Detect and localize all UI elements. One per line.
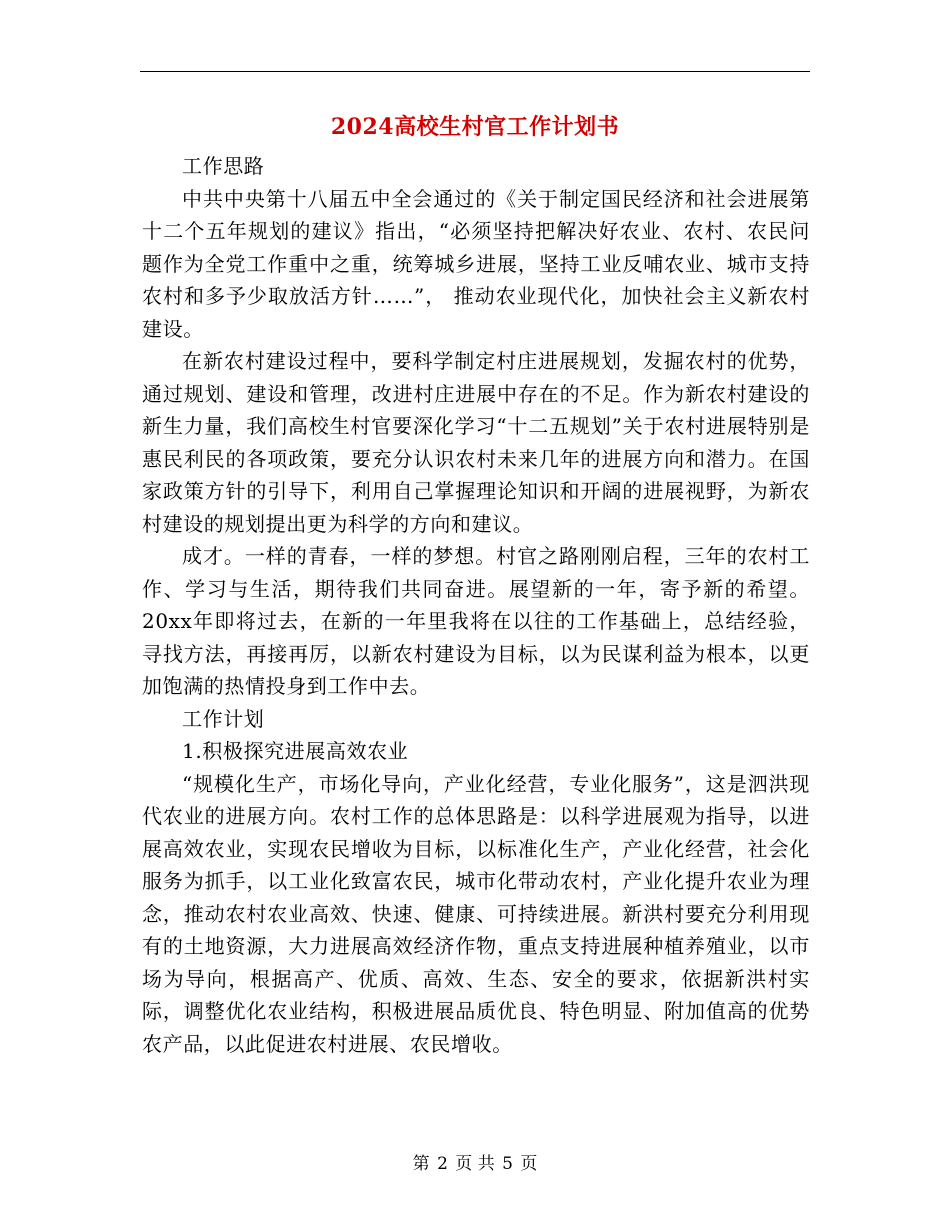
total-pages-number: 5 (502, 1154, 513, 1174)
paragraph-subheading: 1.积极探究进展高效农业 (182, 739, 409, 763)
paragraph-heading-work-plan: 工作计划 (182, 706, 265, 731)
footer-suffix: 页 (520, 1154, 538, 1174)
document-title: 2024高校生村官工作计划书 (330, 114, 620, 140)
paragraph: 在新农村建设过程中，要科学制定村庄进展规划，发掘农村的优势，通过规划、建设和管理，改进村庄进展中存在的不足。作为新农村建设的新生力量，我们高校生村官要深化学习“十二五规划”关于农村进展特别是惠民利民的各项政策，要充分认识农村未来几年的进展方向和潜力。在国家政策方针的引导下，利用自己掌握理论知识和开阔的进展视野，为新农村建设的规划提出更为科学的方向和建议。 (142, 349, 810, 536)
document-body (142, 150, 810, 1060)
header-rule (140, 71, 810, 72)
paragraph: 成才。一样的青春，一样的梦想。村官之路刚刚启程，三年的农村工作、学习与生活，期待我们共同奋进。展望新的一年，寄予新的希望。20xx年即将过去，在新的一年里我将在以往的工作基础上，总结经验，寻找方法，再接再厉，以新农村建设为目标，以为民谋利益为根本，以更加饱满的热情投身到工作中去。 (142, 544, 810, 698)
footer-middle: 页 共 (455, 1154, 495, 1174)
paragraph-heading-work-ideas: 工作思路 (182, 154, 265, 178)
footer-prefix: 第 (412, 1154, 430, 1174)
page-footer (140, 1152, 810, 1176)
current-page-number: 2 (437, 1154, 448, 1174)
paragraph: 中共中央第十八届五中全会通过的《关于制定国民经济和社会进展第十二个五年规划的建议》指出，“必须坚持把解决好农业、农村、农民问题作为全党工作重中之重，统筹城乡进展，坚持工业反哺农业、城市支持农村和多予少取放活方针……”， 推动农业现代化，加快社会主义新农村建设。 (142, 186, 810, 341)
paragraph: “规模化生产，市场化导向，产业化经营，专业化服务”，这是泗洪现代农业的进展方向。农村工作的总体思路是：以科学进展观为指导，以进展高效农业，实现农民增收为目标，以标准化生产，产业化经营，社会化服务为抓手，以工业化致富农民，城市化带动农村，产业化提升农业为理念，推动农村农业高效、快速、健康、可持续进展。新洪村要充分利用现有的土地资源，大力进展高效经济作物，重点支持进展种植养殖业，以市场为导向，根据高产、优质、高效、生态、安全的要求，依据新洪村实际，调整优化农业结构，积极进展品质优良、特色明显、附加值高的优势农产品，以此促进农村进展、农民增收。 (142, 771, 810, 1056)
